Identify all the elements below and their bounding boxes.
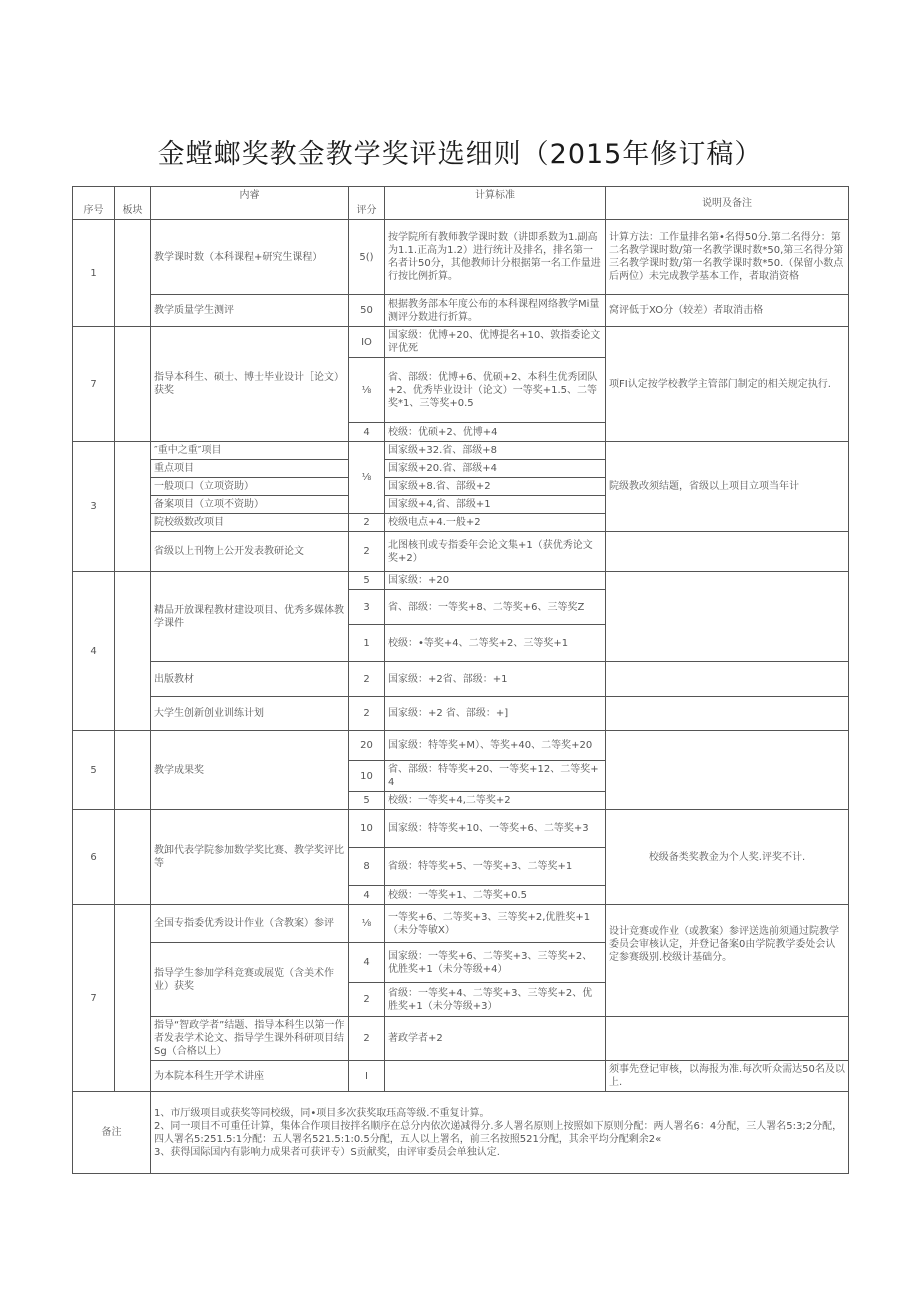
score-cell: 5 xyxy=(349,792,385,810)
score-cell: 2 xyxy=(349,697,385,731)
content-cell: 大学生创新创业训练计划 xyxy=(151,697,349,731)
score-cell: 5() xyxy=(349,220,385,295)
remark-cell: 计算方法：工作量排名第•名得50分.第二名得分：第二名教学课时数/第一名教学课时数*50,第三名得分第三名教学课时数/第一名教学课时数*50.（保留小数点后两位）未完成教学基本工作，者取消资格 xyxy=(606,220,849,295)
content-cell: 指导学生参加学科竞赛或展览（含美术作业）获奖 xyxy=(151,943,349,1017)
content-cell: 教卸代表学院参加数学奖比赛、教学奖评比等 xyxy=(151,810,349,905)
content-cell: 精品开放课程教材建设项目、优秀多媒体教学课件 xyxy=(151,572,349,662)
standard-cell: 国家级+8.省、部级+2 xyxy=(385,478,606,496)
standard-cell: 省、部级：一等奖+8、二等奖+6、三等奖Z xyxy=(385,590,606,625)
remark-cell: 项FI认定按学校教学主管部门制定的相关规定执行. xyxy=(606,327,849,442)
score-cell: IO xyxy=(349,327,385,358)
content-cell: 省级以上刊物上公开发表教研论文 xyxy=(151,532,349,572)
score-cell: 1 xyxy=(349,625,385,662)
table-row xyxy=(73,697,849,731)
standard-cell: 校级电点+4.一般+2 xyxy=(385,514,606,532)
table-row xyxy=(73,295,849,327)
seq-cell: 4 xyxy=(73,572,115,731)
score-cell: 2 xyxy=(349,983,385,1017)
standard-cell: 省级：特等奖+5、一等奖+3、二等奖+1 xyxy=(385,848,606,886)
content-cell: 出版教材 xyxy=(151,662,349,697)
score-cell: 4 xyxy=(349,943,385,983)
table-row xyxy=(73,327,849,358)
standard-cell xyxy=(385,1061,606,1092)
standard-cell: 校级：•等奖+4、二等奖+2、三等奖+1 xyxy=(385,625,606,662)
standard-cell: 校级：一等奖+1、二等奖+0.5 xyxy=(385,886,606,905)
remark-cell: 校级备类奖教金为个人奖.评奖不计. xyxy=(606,810,849,905)
standard-cell: 国家级：特等奖+10、一等奖+6、二等奖+3 xyxy=(385,810,606,848)
score-cell: I xyxy=(349,1061,385,1092)
block-cell xyxy=(115,327,151,442)
score-cell: 50 xyxy=(349,295,385,327)
header-block: 板块 xyxy=(115,187,151,220)
score-cell: 2 xyxy=(349,514,385,532)
header-row xyxy=(73,187,849,220)
notes-cell xyxy=(151,1092,849,1174)
standard-cell: 国家级+4,省、部级+1 xyxy=(385,496,606,514)
table-row xyxy=(73,532,849,572)
content-cell: 一般项口（立项资助） xyxy=(151,478,349,496)
content-cell: 院校级数改项目 xyxy=(151,514,349,532)
standard-cell: 北图核刊或专指委年会论文集+1（获优秀论文奖+2） xyxy=(385,532,606,572)
standard-cell: 国家级：+2 省、部级：+] xyxy=(385,697,606,731)
block-cell xyxy=(115,810,151,905)
content-cell: 教学质量学生测评 xyxy=(151,295,349,327)
standard-cell: 校级：一等奖+4,二等奖+2 xyxy=(385,792,606,810)
remark-cell xyxy=(606,731,849,810)
content-cell: ″重中之重″项目 xyxy=(151,442,349,460)
standard-cell: 省、部级：优博+6、优硕+2、本科生优秀团队+2、优秀毕业设计（论文）一等奖+1.5、二等奖*1、三等奖+0.5 xyxy=(385,358,606,423)
standard-cell: 国家级+32.省、部级+8 xyxy=(385,442,606,460)
standard-cell: 根据教务部本年度公布的本科课程网络教学Mi量测评分数进行折算。 xyxy=(385,295,606,327)
note-line: 2、同一项目不可重任计算，集体合作项目按拌名顺序在总分内依次递减得分.多人署名原则上按照如下原则分配：两人署名6：4分配，三人署名5:3;2分配，四人署名5:251.5:1分配：五人署名521.5:1:0.5分配，五人以上署名，前三名按照521分配，其余平均分配剩余2« xyxy=(154,1120,843,1145)
block-cell xyxy=(115,442,151,572)
score-cell: 10 xyxy=(349,810,385,848)
table-row xyxy=(73,220,849,295)
score-cell: 20 xyxy=(349,731,385,761)
score-cell: ⅛ xyxy=(349,905,385,943)
standard-cell: 省、部级：特等奖+20、一等奖+12、二等奖+4 xyxy=(385,761,606,792)
standard-cell: 国家级：优博+20、优博提名+10、敦指委论文评优死 xyxy=(385,327,606,358)
block-cell xyxy=(115,731,151,810)
score-cell: 5 xyxy=(349,572,385,590)
table-row xyxy=(73,1061,849,1092)
standard-cell: 国家级：+20 xyxy=(385,572,606,590)
note-line: 3、获得国际国内有影响力成果者可获评专）S贡献奖，由评审委员会单独认定. xyxy=(154,1146,500,1158)
content-cell: 教学课时数（本科课程+研究生课程） xyxy=(151,220,349,295)
seq-cell: 6 xyxy=(73,810,115,905)
header-seq: 序号 xyxy=(73,187,115,220)
header-remark: 说明及备注 xyxy=(606,187,849,220)
standard-cell: 国家级+20.省、部级+4 xyxy=(385,460,606,478)
score-cell: 2 xyxy=(349,1017,385,1061)
content-cell: 重点项目 xyxy=(151,460,349,478)
content-cell: 指导本科生、硕士、博士毕业设计［论文）获奖 xyxy=(151,327,349,442)
remark-cell: 设计竞赛或作业（或教案）参评送选前须通过院教学委员会审核认定，并登记备案0由学院教学委处会认定参赛级别.校级计基础分。 xyxy=(606,905,849,1017)
standard-cell: 一等奖+6、二等奖+3、三等奖+2,优胜奖+1（未分等敏X） xyxy=(385,905,606,943)
standard-cell: 国家级：+2省、部级：+1 xyxy=(385,662,606,697)
score-cell: ⅛ xyxy=(349,358,385,423)
table-row xyxy=(73,572,849,590)
table-row xyxy=(73,731,849,761)
header-content: 内睿 xyxy=(151,187,349,220)
rules-table xyxy=(72,186,849,1174)
seq-cell: 5 xyxy=(73,731,115,810)
remark-cell: 须事先登记审核，以海报为准.每次听众需达50名及以上. xyxy=(606,1061,849,1092)
table-row xyxy=(73,662,849,697)
page-title: 金螳螂奖教金教学奖评选细则（2015年修订稿） xyxy=(157,139,763,170)
remark-cell xyxy=(606,1017,849,1061)
table-row xyxy=(73,905,849,943)
remark-cell xyxy=(606,662,849,697)
content-cell: 指导“智政学者”结题、指导本科生以第一作者发表学术论文、指导学生课外科研项目结Sg（合格以上） xyxy=(151,1017,349,1061)
content-cell: 为本院本科生开学术讲座 xyxy=(151,1061,349,1092)
content-cell: 教学成果奖 xyxy=(151,731,349,810)
seq-cell: 1 xyxy=(73,220,115,327)
block-cell xyxy=(115,572,151,731)
seq-cell: 7 xyxy=(73,327,115,442)
score-cell: 4 xyxy=(349,423,385,442)
score-cell: 3 xyxy=(349,590,385,625)
standard-cell: 省级：一等奖+4、二等奖+3、三等奖+2、优胜奖+1（未分等级+3） xyxy=(385,983,606,1017)
table-row xyxy=(73,810,849,848)
notes-row xyxy=(73,1092,849,1174)
notes-label: 备注 xyxy=(73,1092,151,1174)
standard-cell: 校级：优硕+2、优博+4 xyxy=(385,423,606,442)
content-cell: 全国专指委优秀设计作业（含教案）参评 xyxy=(151,905,349,943)
standard-cell: 按学院所有教师教学课时数（讲即系数为1.副高为1.1.正高为1.2）进行统计及排名，排名第一名者计50分，其他教师计分根据第一名工作量进行按比例折算。 xyxy=(385,220,606,295)
score-cell: 4 xyxy=(349,886,385,905)
remark-cell xyxy=(606,532,849,572)
content-cell: 备案项目（立项不资助） xyxy=(151,496,349,514)
standard-cell: 国家级：特等奖+M）、等奖+40、二等奖+20 xyxy=(385,731,606,761)
remark-cell: 窝评低于XO分（较差）者取消击格 xyxy=(606,295,849,327)
remark-cell: 院级教改须结题，省级以上项目立项当年计 xyxy=(606,442,849,532)
seq-cell: 7 xyxy=(73,905,115,1092)
block-cell xyxy=(115,905,151,1092)
standard-cell: 著政学者+2 xyxy=(385,1017,606,1061)
score-cell: ⅛ xyxy=(349,442,385,514)
header-standard: 计算标准 xyxy=(385,187,606,220)
remark-cell xyxy=(606,697,849,731)
remark-cell xyxy=(606,572,849,662)
table-row xyxy=(73,1017,849,1061)
score-cell: 8 xyxy=(349,848,385,886)
header-score: 评分 xyxy=(349,187,385,220)
seq-cell: 3 xyxy=(73,442,115,572)
score-cell: 2 xyxy=(349,532,385,572)
standard-cell: 国家级：一等奖+6、二等奖+3、三等奖+2、优胜奖+1（未分等级+4） xyxy=(385,943,606,983)
note-line: 1、市厅级项目或获奖等同校级，同•项目多次获奖取珏高等级.不重复计算。 xyxy=(154,1107,490,1119)
score-cell: 2 xyxy=(349,662,385,697)
block-cell xyxy=(115,220,151,327)
table-row xyxy=(73,442,849,460)
score-cell: 10 xyxy=(349,761,385,792)
